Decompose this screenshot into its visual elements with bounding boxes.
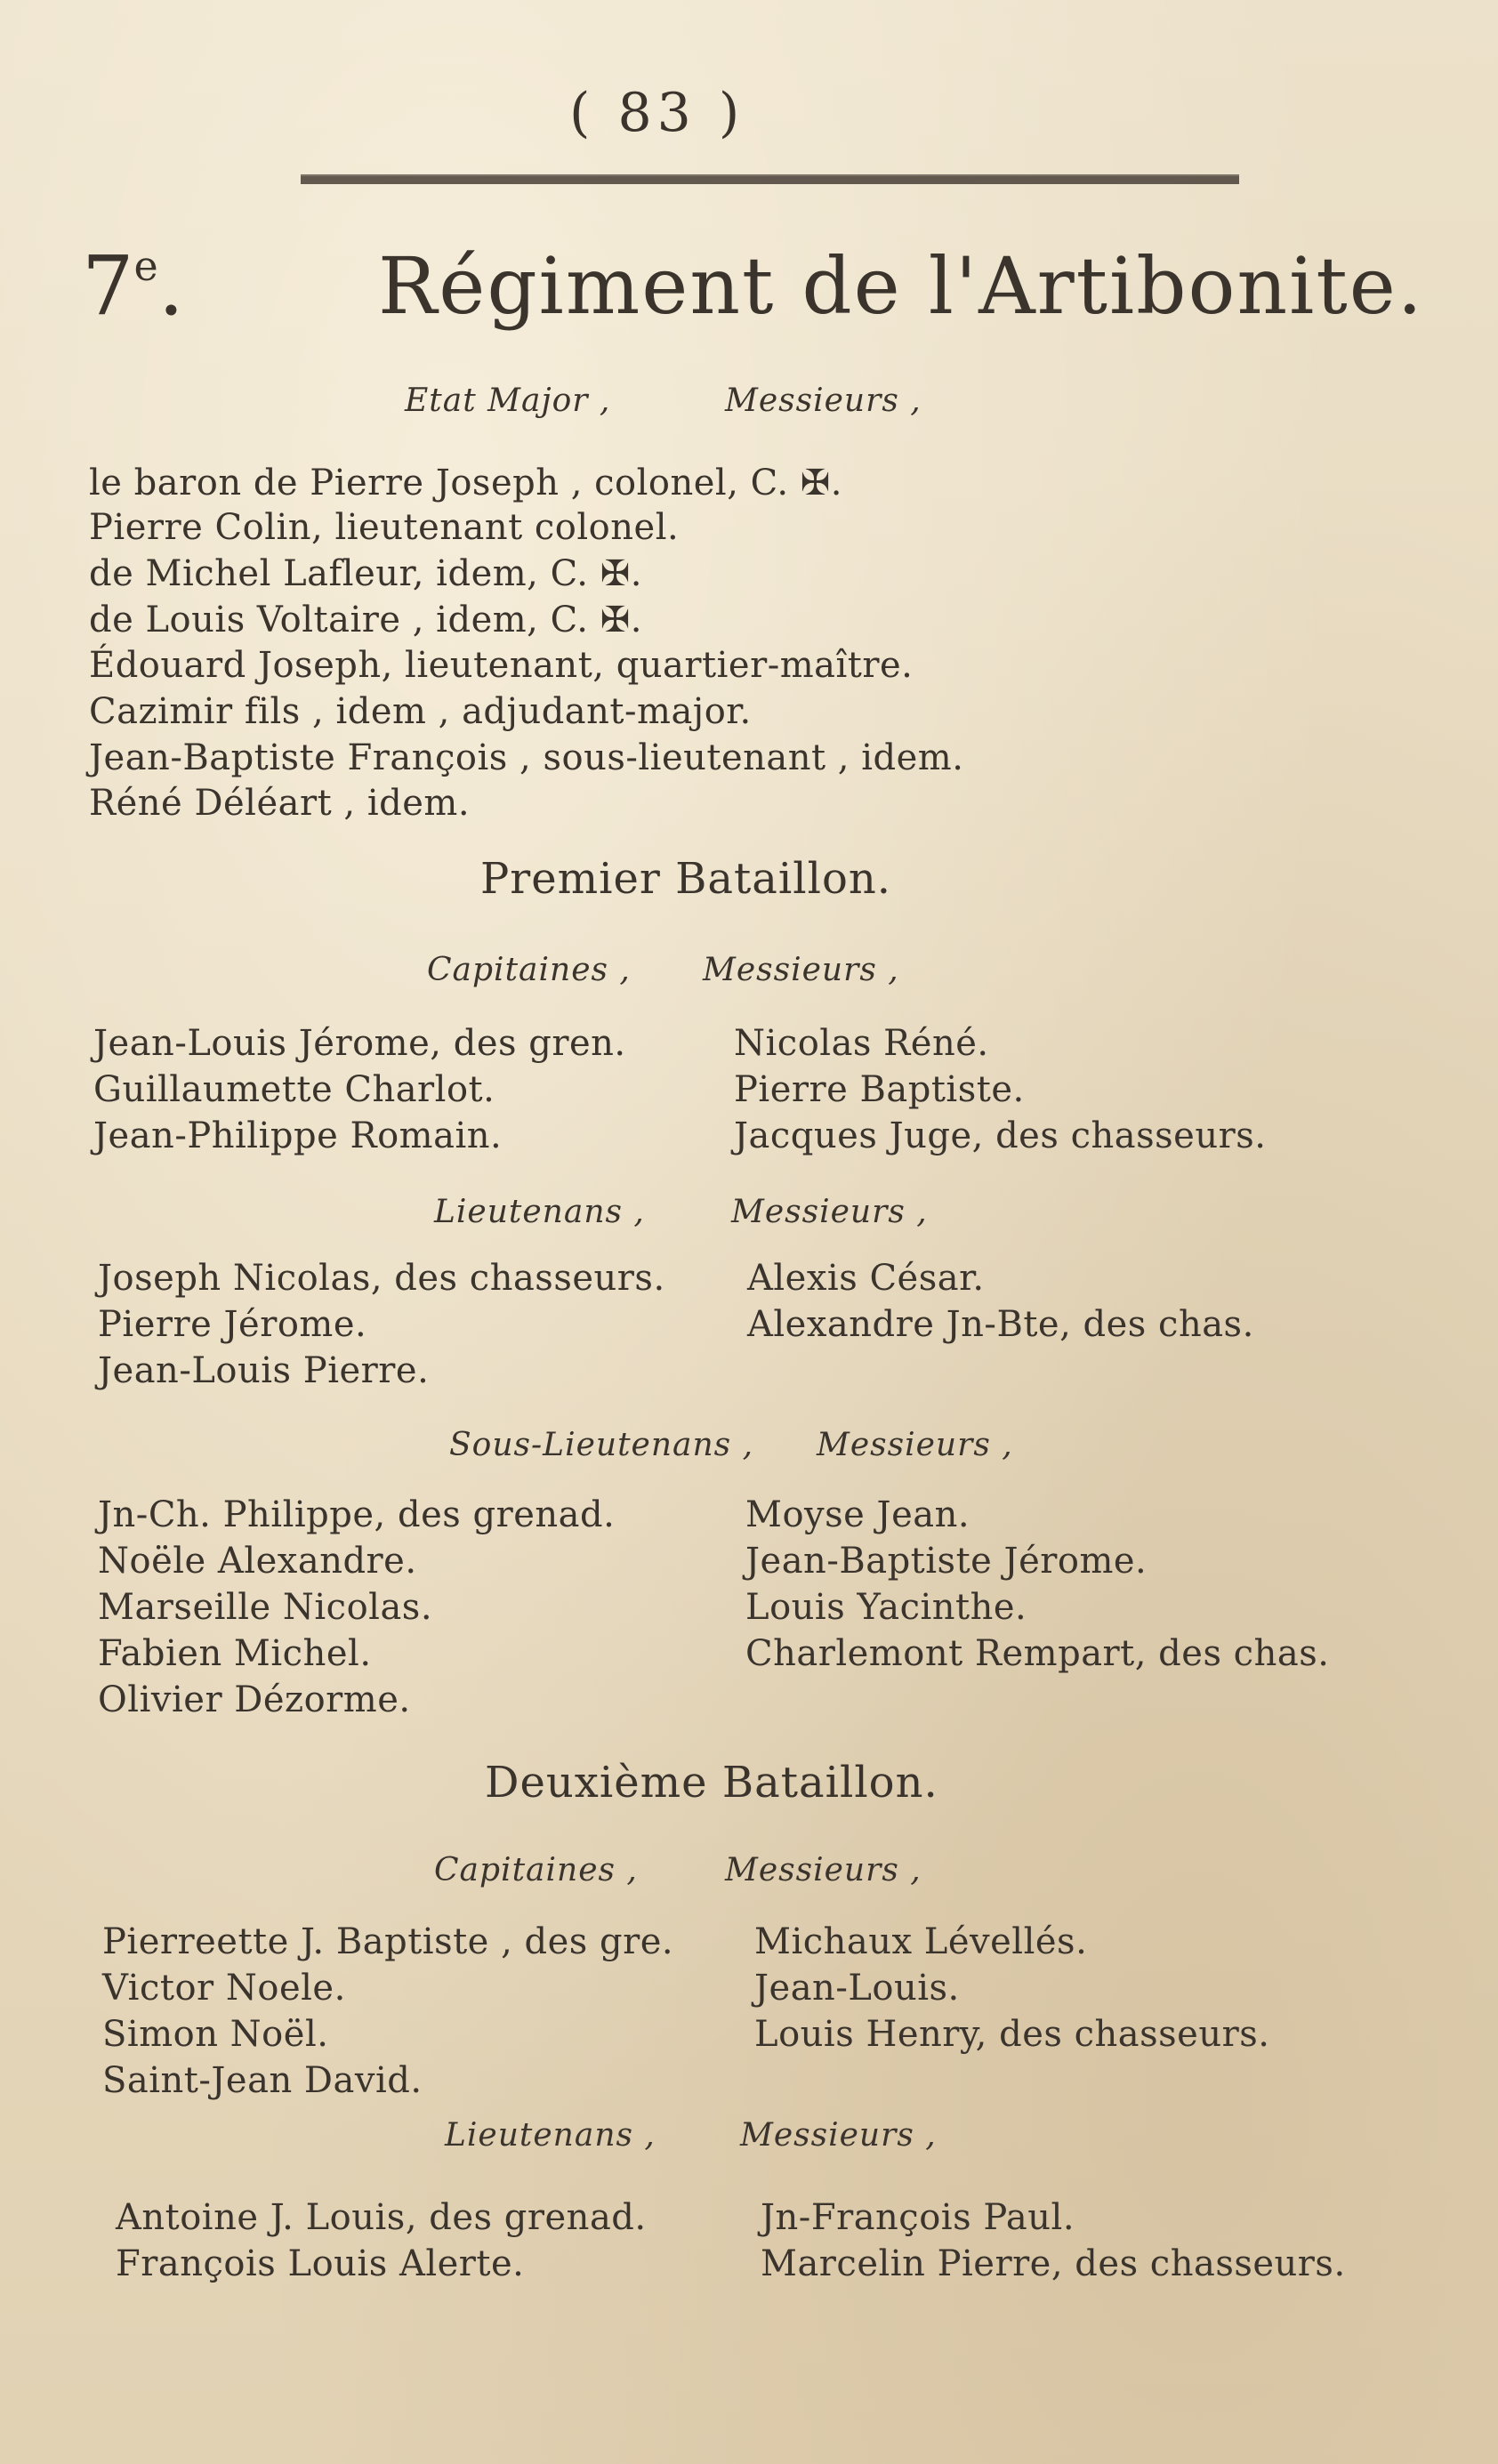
list-item: Pierre Colin, lieutenant colonel. bbox=[89, 507, 680, 548]
db-lieutenans-messieurs: Messieurs , bbox=[740, 2117, 937, 2154]
list-item: Marseille Nicolas. bbox=[98, 1587, 433, 1628]
list-item: Jean-Louis. bbox=[754, 1968, 960, 2009]
db-capitaines-heading: Capitaines , bbox=[434, 1852, 638, 1888]
list-item: de Louis Voltaire , idem, C. ✠. bbox=[89, 600, 642, 640]
list-item: Saint-Jean David. bbox=[102, 2060, 423, 2101]
etat-major-messieurs: Messieurs , bbox=[725, 382, 922, 419]
pb-lieutenans-heading: Lieutenans , bbox=[434, 1194, 645, 1230]
db-lieutenans-heading: Lieutenans , bbox=[445, 2117, 656, 2154]
list-item: Joseph Nicolas, des chasseurs. bbox=[98, 1258, 665, 1299]
list-item: Guillaumette Charlot. bbox=[93, 1069, 495, 1110]
list-item: Pierre Baptiste. bbox=[734, 1069, 1025, 1110]
list-item: le baron de Pierre Joseph , colonel, C. ✠. bbox=[89, 463, 842, 503]
pb-lieutenans-messieurs: Messieurs , bbox=[731, 1194, 928, 1230]
list-item: Jean-Baptiste Jérome. bbox=[745, 1541, 1148, 1582]
list-item: Noële Alexandre. bbox=[98, 1541, 417, 1582]
list-item: Alexis César. bbox=[747, 1258, 985, 1299]
list-item: Jn-Ch. Philippe, des grenad. bbox=[98, 1494, 616, 1535]
db-capitaines-messieurs: Messieurs , bbox=[725, 1852, 922, 1888]
list-item: Olivier Dézorme. bbox=[98, 1679, 411, 1720]
regiment-number bbox=[82, 238, 184, 334]
list-item: Marcelin Pierre, des chasseurs. bbox=[761, 2243, 1346, 2284]
list-item: de Michel Lafleur, idem, C. ✠. bbox=[89, 553, 642, 594]
list-item: Charlemont Rempart, des chas. bbox=[745, 1633, 1330, 1674]
list-item: Jean-Baptiste François , sous-lieutenant , idem. bbox=[89, 737, 964, 778]
list-item: Moyse Jean. bbox=[745, 1494, 970, 1535]
list-item: Michaux Lévellés. bbox=[754, 1921, 1088, 1962]
list-item: Louis Henry, des chasseurs. bbox=[754, 2014, 1270, 2055]
pb-sous-lieutenans-heading: Sous-Lieutenans , bbox=[449, 1427, 754, 1463]
list-item: Jacques Juge, des chasseurs. bbox=[734, 1115, 1267, 1156]
regiment-number-dot: . bbox=[157, 238, 185, 334]
deuxieme-bataillon-title: Deuxième Bataillon. bbox=[485, 1758, 938, 1808]
list-item: Fabien Michel. bbox=[98, 1633, 372, 1674]
list-item: Jn-François Paul. bbox=[761, 2197, 1075, 2238]
premier-bataillon-title: Premier Bataillon. bbox=[480, 854, 892, 904]
list-item: Nicolas Réné. bbox=[734, 1023, 989, 1064]
list-item: Simon Noël. bbox=[102, 2014, 329, 2055]
list-item: Pierreette J. Baptiste , des gre. bbox=[102, 1921, 674, 1962]
list-item: Cazimir fils , idem , adjudant-major. bbox=[89, 691, 752, 732]
list-item: Jean-Louis Pierre. bbox=[98, 1350, 430, 1391]
etat-major-heading: Etat Major , bbox=[405, 382, 611, 419]
pb-capitaines-messieurs: Messieurs , bbox=[703, 952, 899, 988]
regiment-number-sup: e bbox=[133, 242, 158, 290]
list-item: Alexandre Jn-Bte, des chas. bbox=[747, 1304, 1254, 1345]
pb-sous-lieutenans-messieurs: Messieurs , bbox=[817, 1427, 1013, 1463]
list-item: Réné Déléart , idem. bbox=[89, 783, 471, 824]
pb-capitaines-heading: Capitaines , bbox=[427, 952, 631, 988]
regiment-title: Régiment de l'Artibonite. bbox=[378, 240, 1424, 332]
list-item: Louis Yacinthe. bbox=[745, 1587, 1027, 1628]
list-item: Jean-Louis Jérome, des gren. bbox=[93, 1023, 626, 1064]
list-item: Édouard Joseph, lieutenant, quartier-maître. bbox=[89, 645, 914, 686]
list-item: Victor Noele. bbox=[102, 1968, 346, 2009]
list-item: François Louis Alerte. bbox=[116, 2243, 525, 2284]
list-item: Jean-Philippe Romain. bbox=[93, 1115, 503, 1156]
page-number: ( 83 ) bbox=[569, 82, 745, 144]
regiment-number-digit: 7 bbox=[82, 238, 134, 334]
header-rule bbox=[301, 174, 1239, 184]
list-item: Pierre Jérome. bbox=[98, 1304, 367, 1345]
list-item: Antoine J. Louis, des grenad. bbox=[116, 2197, 647, 2238]
